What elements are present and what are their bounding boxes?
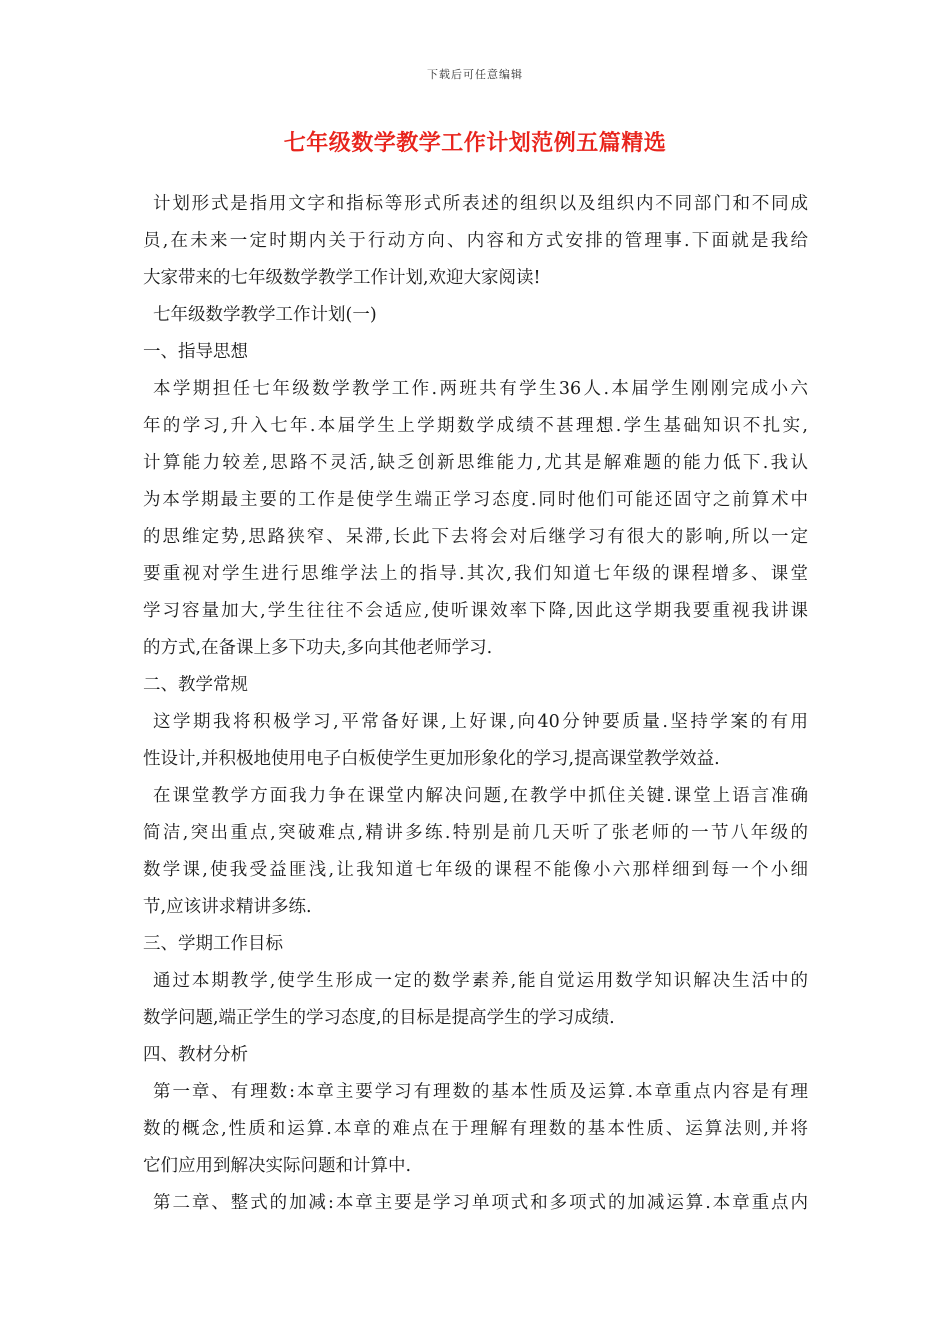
text-line: 简洁,突出重点,突破难点,精讲多练.特别是前几天听了张老师的一节八年级的 <box>143 823 808 843</box>
text-line: 数的概念,性质和运算.本章的难点在于理解有理数的基本性质、运算法则,并将 <box>143 1119 808 1139</box>
text-line: 数学课,使我受益匪浅,让我知道七年级的课程不能像小六那样细到每一个小细 <box>143 860 808 880</box>
text-line: 计算能力较差,思路不灵活,缺乏创新思维能力,尤其是解难题的能力低下.我认 <box>143 453 808 473</box>
text-line: 通过本期教学,使学生形成一定的数学素养,能自觉运用数学知识解决生活中的 <box>153 971 808 991</box>
document-body <box>143 186 808 1222</box>
text-line: 一、指导思想 <box>143 342 248 362</box>
text-line: 的方式,在备课上多下功夫,多向其他老师学习. <box>143 638 493 658</box>
text-line: 它们应用到解决实际问题和计算中. <box>143 1156 412 1176</box>
text-line: 为本学期最主要的工作是使学生端正学习态度.同时他们可能还固守之前算术中 <box>143 490 808 510</box>
text-line: 的思维定势,思路狭窄、呆滞,长此下去将会对后继学习有很大的影响,所以一定 <box>143 527 808 547</box>
text-line: 要重视对学生进行思维学法上的指导.其次,我们知道七年级的课程增多、课堂 <box>143 564 808 584</box>
text-line: 员,在未来一定时期内关于行动方向、内容和方式安排的管理事.下面就是我给 <box>143 231 808 251</box>
text-line: 在课堂教学方面我力争在课堂内解决问题,在教学中抓住关键.课堂上语言准确 <box>153 786 808 806</box>
header-note: 下载后可任意编辑 <box>427 68 523 81</box>
text-line: 学习容量加大,学生往往不会适应,使听课效率下降,因此这学期我要重视我讲课 <box>143 601 808 621</box>
text-line: 七年级数学教学工作计划(一) <box>153 305 377 325</box>
text-line: 数学问题,端正学生的学习态度,的目标是提高学生的学习成绩. <box>143 1008 615 1028</box>
text-line: 这学期我将积极学习,平常备好课,上好课,向40分钟要质量.坚持学案的有用 <box>153 712 808 732</box>
text-line: 计划形式是指用文字和指标等形式所表述的组织以及组织内不同部门和不同成 <box>153 194 808 214</box>
text-line: 二、教学常规 <box>143 675 248 695</box>
text-line: 年的学习,升入七年.本届学生上学期数学成绩不甚理想.学生基础知识不扎实, <box>143 416 808 436</box>
text-line: 第二章、整式的加减:本章主要是学习单项式和多项式的加减运算.本章重点内 <box>153 1193 808 1213</box>
text-line: 性设计,并积极地使用电子白板使学生更加形象化的学习,提高课堂教学效益. <box>143 749 720 769</box>
text-line: 节,应该讲求精讲多练. <box>143 897 312 917</box>
text-line: 大家带来的七年级数学教学工作计划,欢迎大家阅读! <box>143 268 541 288</box>
text-line: 本学期担任七年级数学教学工作.两班共有学生36人.本届学生刚刚完成小六 <box>153 379 808 399</box>
text-line: 三、学期工作目标 <box>143 934 283 954</box>
text-line: 四、教材分析 <box>143 1045 248 1065</box>
text-line: 第一章、有理数:本章主要学习有理数的基本性质及运算.本章重点内容是有理 <box>153 1082 808 1102</box>
document-title: 七年级数学教学工作计划范例五篇精选 <box>283 130 667 156</box>
